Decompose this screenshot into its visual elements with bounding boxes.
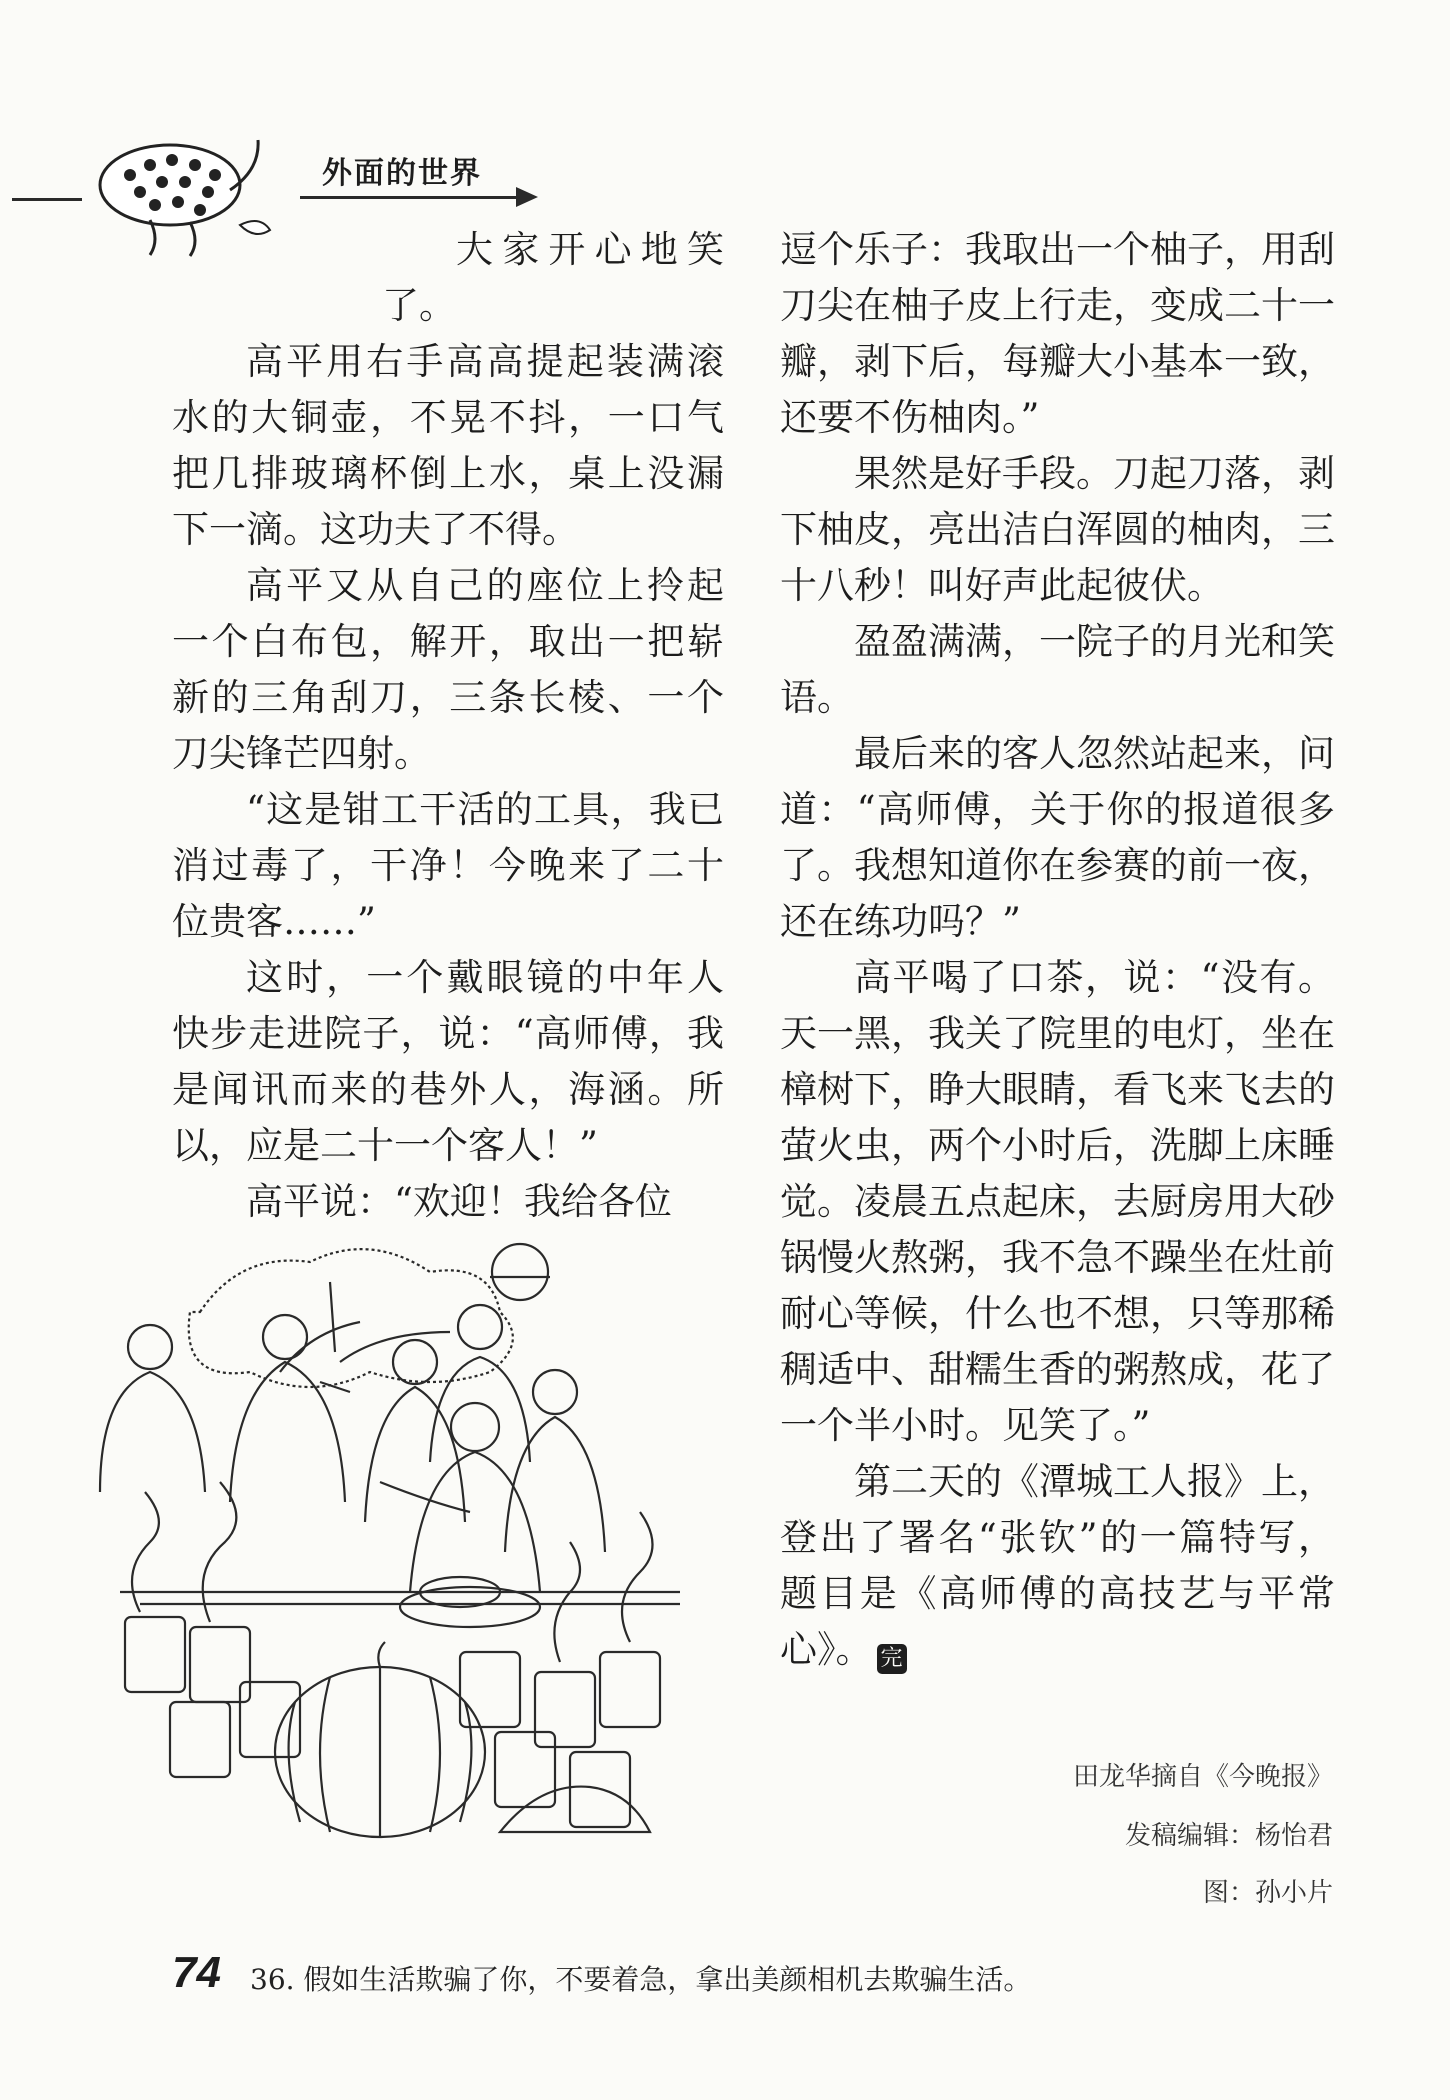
paragraph: 这时，一个戴眼镜的中年人快步走进院子，说：“高师傅，我是闻讯而来的巷外人，海涵。所以，应是二十一个客人！” bbox=[172, 956, 724, 1167]
paragraph: “这是钳工干活的工具，我已消过毒了，干净！今晚来了二十位贵客……” bbox=[172, 788, 724, 943]
logo-wrap-space bbox=[172, 222, 382, 334]
paragraph: 最后来的客人忽然站起来，问道：“高师傅，关于你的报道很多了。我想知道你在参赛的前一夜，还在练功吗？” bbox=[780, 732, 1335, 943]
arrow-icon bbox=[516, 187, 538, 207]
page-number: 74 bbox=[172, 1948, 221, 1997]
paragraph: 高平用右手高高提起装满滚水的大铜壶，不晃不抖，一口气把几排玻璃杯倒上水，桌上没漏下一滴。这功夫了不得。 bbox=[172, 340, 724, 551]
footer-quote: 36. 假如生活欺骗了你，不要着急，拿出美颜相机去欺骗生活。 bbox=[250, 1963, 1032, 1996]
paragraph-final bbox=[780, 1454, 1335, 1678]
section-title: 外面的世界 bbox=[322, 156, 482, 191]
illustrator-credit: 图：孙小片 bbox=[1202, 1878, 1333, 1908]
paragraph: 大家开心地笑了。 bbox=[382, 228, 724, 327]
header-rule-left bbox=[12, 198, 82, 201]
right-column bbox=[780, 222, 1335, 1678]
paragraph: 高平喝了口茶，说：“没有。天一黑，我关了院里的电灯，坐在樟树下，睁大眼睛，看飞来飞去的萤火虫，两个小时后，洗脚上床睡觉。凌晨五点起床，去厨房用大砂锅慢火熬粥，我不急不躁坐在灶前耐心等候，什么也不想，只等那稀稠适中、甜糯生香的粥熬成，花了一个半小时。见笑了。” bbox=[780, 956, 1335, 1447]
paragraph: 果然是好手段。刀起刀落，剥下柚皮，亮出洁白浑圆的柚肉，三十八秒！叫好声此起彼伏。 bbox=[780, 452, 1335, 607]
editor-credit: 发稿编辑：杨怡君 bbox=[1124, 1821, 1333, 1851]
paragraph: 高平又从自己的座位上拎起一个白布包，解开，取出一把崭新的三角刮刀，三条长棱、一个刀尖锋芒四射。 bbox=[172, 564, 724, 775]
left-column bbox=[172, 222, 724, 1230]
paragraph: 高平说：“欢迎！我给各位 bbox=[246, 1180, 672, 1223]
header-rule-right bbox=[300, 196, 520, 199]
end-mark-icon: 完 bbox=[877, 1644, 907, 1674]
paragraph: 逗个乐子：我取出一个柚子，用刮刀尖在柚子皮上行走，变成二十一瓣，剥下后，每瓣大小基本一致，还要不伤柚肉。” bbox=[780, 228, 1335, 439]
paragraph-final-text: 第二天的《潭城工人报》上，登出了署名“张钦”的一篇特写，题目是《高师傅的高技艺与平常心》。 bbox=[780, 1460, 1335, 1671]
source-credit: 田龙华摘自《今晚报》 bbox=[1072, 1762, 1333, 1792]
paragraph: 盈盈满满，一院子的月光和笑语。 bbox=[780, 620, 1335, 719]
story-illustration bbox=[80, 1232, 740, 1857]
